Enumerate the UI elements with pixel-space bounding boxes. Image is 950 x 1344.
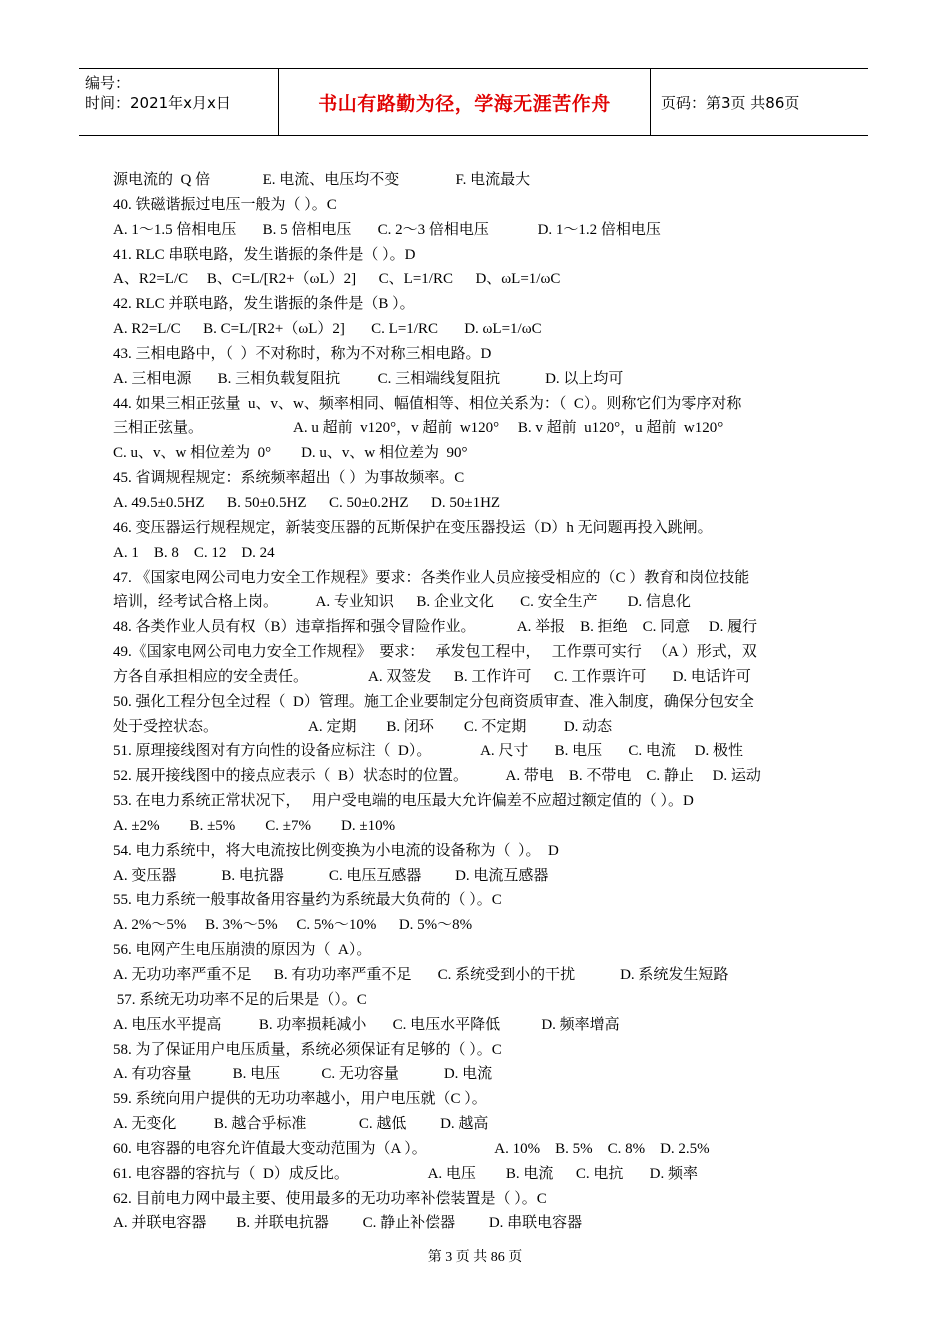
text-line: 47. 《国家电网公司电力安全工作规程》要求：各类作业人员应接受相应的（C ）教育和岗位技能 bbox=[113, 569, 750, 586]
text-line: 60. 电容器的电容允许值最大变动范围为（A ）。 A. 10% B. 5% C. 8% D. 2.5% bbox=[113, 1140, 710, 1157]
page-header bbox=[79, 68, 868, 136]
text-line: 42. RLC 并联电路，发生谐振的条件是（B ）。 bbox=[113, 296, 415, 313]
text-line: A. 三相电源 B. 三相负载复阻抗 C. 三相端线复阻抗 D. 以上均可 bbox=[113, 370, 624, 387]
text-line: A. 无功功率严重不足 B. 有功功率严重不足 C. 系统受到小的干扰 D. 系统发生短路 bbox=[113, 967, 729, 983]
text-line: 50. 强化工程分包全过程（ D）管理。施工企业要制定分包商资质审查、准入制度，确保分包安全 bbox=[113, 693, 754, 710]
text-line: 46. 变压器运行规程规定，新装变压器的瓦斯保护在变压器投运（D）h 无问题再投入跳闸。 bbox=[113, 519, 713, 536]
text-line: 52. 展开接线图中的接点应表示（ B）状态时的位置。 A. 带电 B. 不带电 C. 静止 D. 运动 bbox=[113, 768, 761, 785]
text-line: 62. 目前电力网中最主要、使用最多的无功功率补偿装置是（ ）。C bbox=[113, 1190, 547, 1207]
text-line: A. ±2% B. ±5% C. ±7% D. ±10% bbox=[113, 817, 396, 834]
text-line: 40. 铁磁谐振过电压一般为（ ）。C bbox=[113, 196, 337, 213]
text-line: 56. 电网产生电压崩溃的原因为（ A）。 bbox=[113, 942, 372, 959]
text-line: A. R2=L/C B. C=L/[R2+（ωL）2] C. L=1/RC D. ωL=1/ωC bbox=[113, 321, 542, 338]
page-footer: 第 3 页 共 86 页 bbox=[427, 1250, 523, 1265]
text-line: 59. 系统向用户提供的无功功率越小，用户电压就（C ）。 bbox=[113, 1091, 487, 1108]
question-list bbox=[113, 168, 837, 1236]
text-line: 55. 电力系统一般事故备用容量约为系统最大负荷的（ ）。C bbox=[113, 892, 502, 909]
text-line: 41. RLC 串联电路，发生谐振的条件是（ ）。D bbox=[113, 246, 416, 263]
text-line: 53. 在电力系统正常状况下， 用户受电端的电压最大允许偏差不应超过额定值的（ ）。D bbox=[113, 793, 694, 810]
text-line: 44. 如果三相正弦量 u、v、w、频率相同、幅值相等、相位关系为：（ C）。则称它们为零序对称 bbox=[113, 395, 742, 412]
text-line: A. 变压器 B. 电抗器 C. 电压互感器 D. 电流互感器 bbox=[113, 867, 549, 884]
text-line: 培训，经考试合格上岗。 A. 专业知识 B. 企业文化 C. 安全生产 D. 信息化 bbox=[113, 594, 691, 611]
text-line: 处于受控状态。 A. 定期 B. 闭环 C. 不定期 D. 动态 bbox=[113, 718, 613, 735]
text-line: A. 2%～5% B. 3%～5% C. 5%～10% D. 5%～8% bbox=[113, 917, 473, 934]
text-line: 源电流的 Q 倍 E. 电流、电压均不变 F. 电流最大 bbox=[113, 172, 531, 188]
text-line: 54. 电力系统中，将大电流按比例变换为小电流的设备称为（ ）。 D bbox=[113, 842, 559, 859]
text-line: 51. 原理接线图对有方向性的设备应标注（ D）。 A. 尺寸 B. 电压 C. 电流 D. 极性 bbox=[113, 743, 744, 760]
header-page-label: 页码：第3页 共86页 bbox=[661, 93, 800, 112]
text-line: C. u、v、w 相位差为 0° D. u、v、w 相位差为 90° bbox=[113, 445, 468, 462]
header-motto: 书山有路勤为径，学海无涯苦作舟 bbox=[279, 69, 651, 135]
text-line: 57. 系统无功功率不足的后果是（）。C bbox=[113, 991, 367, 1008]
text-line: A. 49.5±0.5HZ B. 50±0.5HZ C. 50±0.2HZ D. 50±1HZ bbox=[113, 494, 501, 511]
text-line: A. 1 B. 8 C. 12 D. 24 bbox=[113, 544, 275, 561]
text-line: A. 有功容量 B. 电压 C. 无功容量 D. 电流 bbox=[113, 1066, 493, 1083]
text-line: A. 并联电容器 B. 并联电抗器 C. 静止补偿器 D. 串联电容器 bbox=[113, 1215, 583, 1232]
text-line: 49.《国家电网公司电力安全工作规程》 要求： 承发包工程中， 工作票可实行 （A ）形式，双 bbox=[113, 644, 757, 661]
text-line: 61. 电容器的容抗与（ D）成反比。 A. 电压 B. 电流 C. 电抗 D. 频率 bbox=[113, 1165, 699, 1182]
document-number-label: 编号： bbox=[85, 74, 131, 92]
text-line: 48. 各类作业人员有权（B）违章指挥和强令冒险作业。 A. 举报 B. 拒绝 C. 同意 D. 履行 bbox=[113, 619, 758, 636]
text-line: A. 1～1.5 倍相电压 B. 5 倍相电压 C. 2～3 倍相电压 D. 1～1.2 倍相电压 bbox=[113, 221, 661, 238]
text-line: 43. 三相电路中，（ ）不对称时，称为不对称三相电路。D bbox=[113, 345, 492, 362]
text-line: A. 电压水平提高 B. 功率损耗减小 C. 电压水平降低 D. 频率增高 bbox=[113, 1016, 620, 1033]
document-date-label: 时间：2021年x月x日 bbox=[85, 94, 231, 112]
text-line: 45. 省调规程规定：系统频率超出（ ）为事故频率。C bbox=[113, 470, 465, 487]
text-line: 方各自承担相应的安全责任。 A. 双签发 B. 工作许可 C. 工作票许可 D. 电话许可 bbox=[113, 668, 751, 685]
header-left-cell bbox=[79, 69, 279, 135]
text-line: A. 无变化 B. 越合乎标准 C. 越低 D. 越高 bbox=[113, 1116, 489, 1133]
text-line: 三相正弦量。 A. u 超前 v120°，v 超前 w120° B. v 超前 u120°，u 超前 w120° bbox=[113, 420, 724, 437]
text-line: 58. 为了保证用户电压质量，系统必须保证有足够的（ ）。C bbox=[113, 1041, 502, 1058]
text-line: A、R2=L/C B、C=L/[R2+（ωL）2] C、L=1/RC D、ωL=1/ωC bbox=[113, 271, 561, 288]
